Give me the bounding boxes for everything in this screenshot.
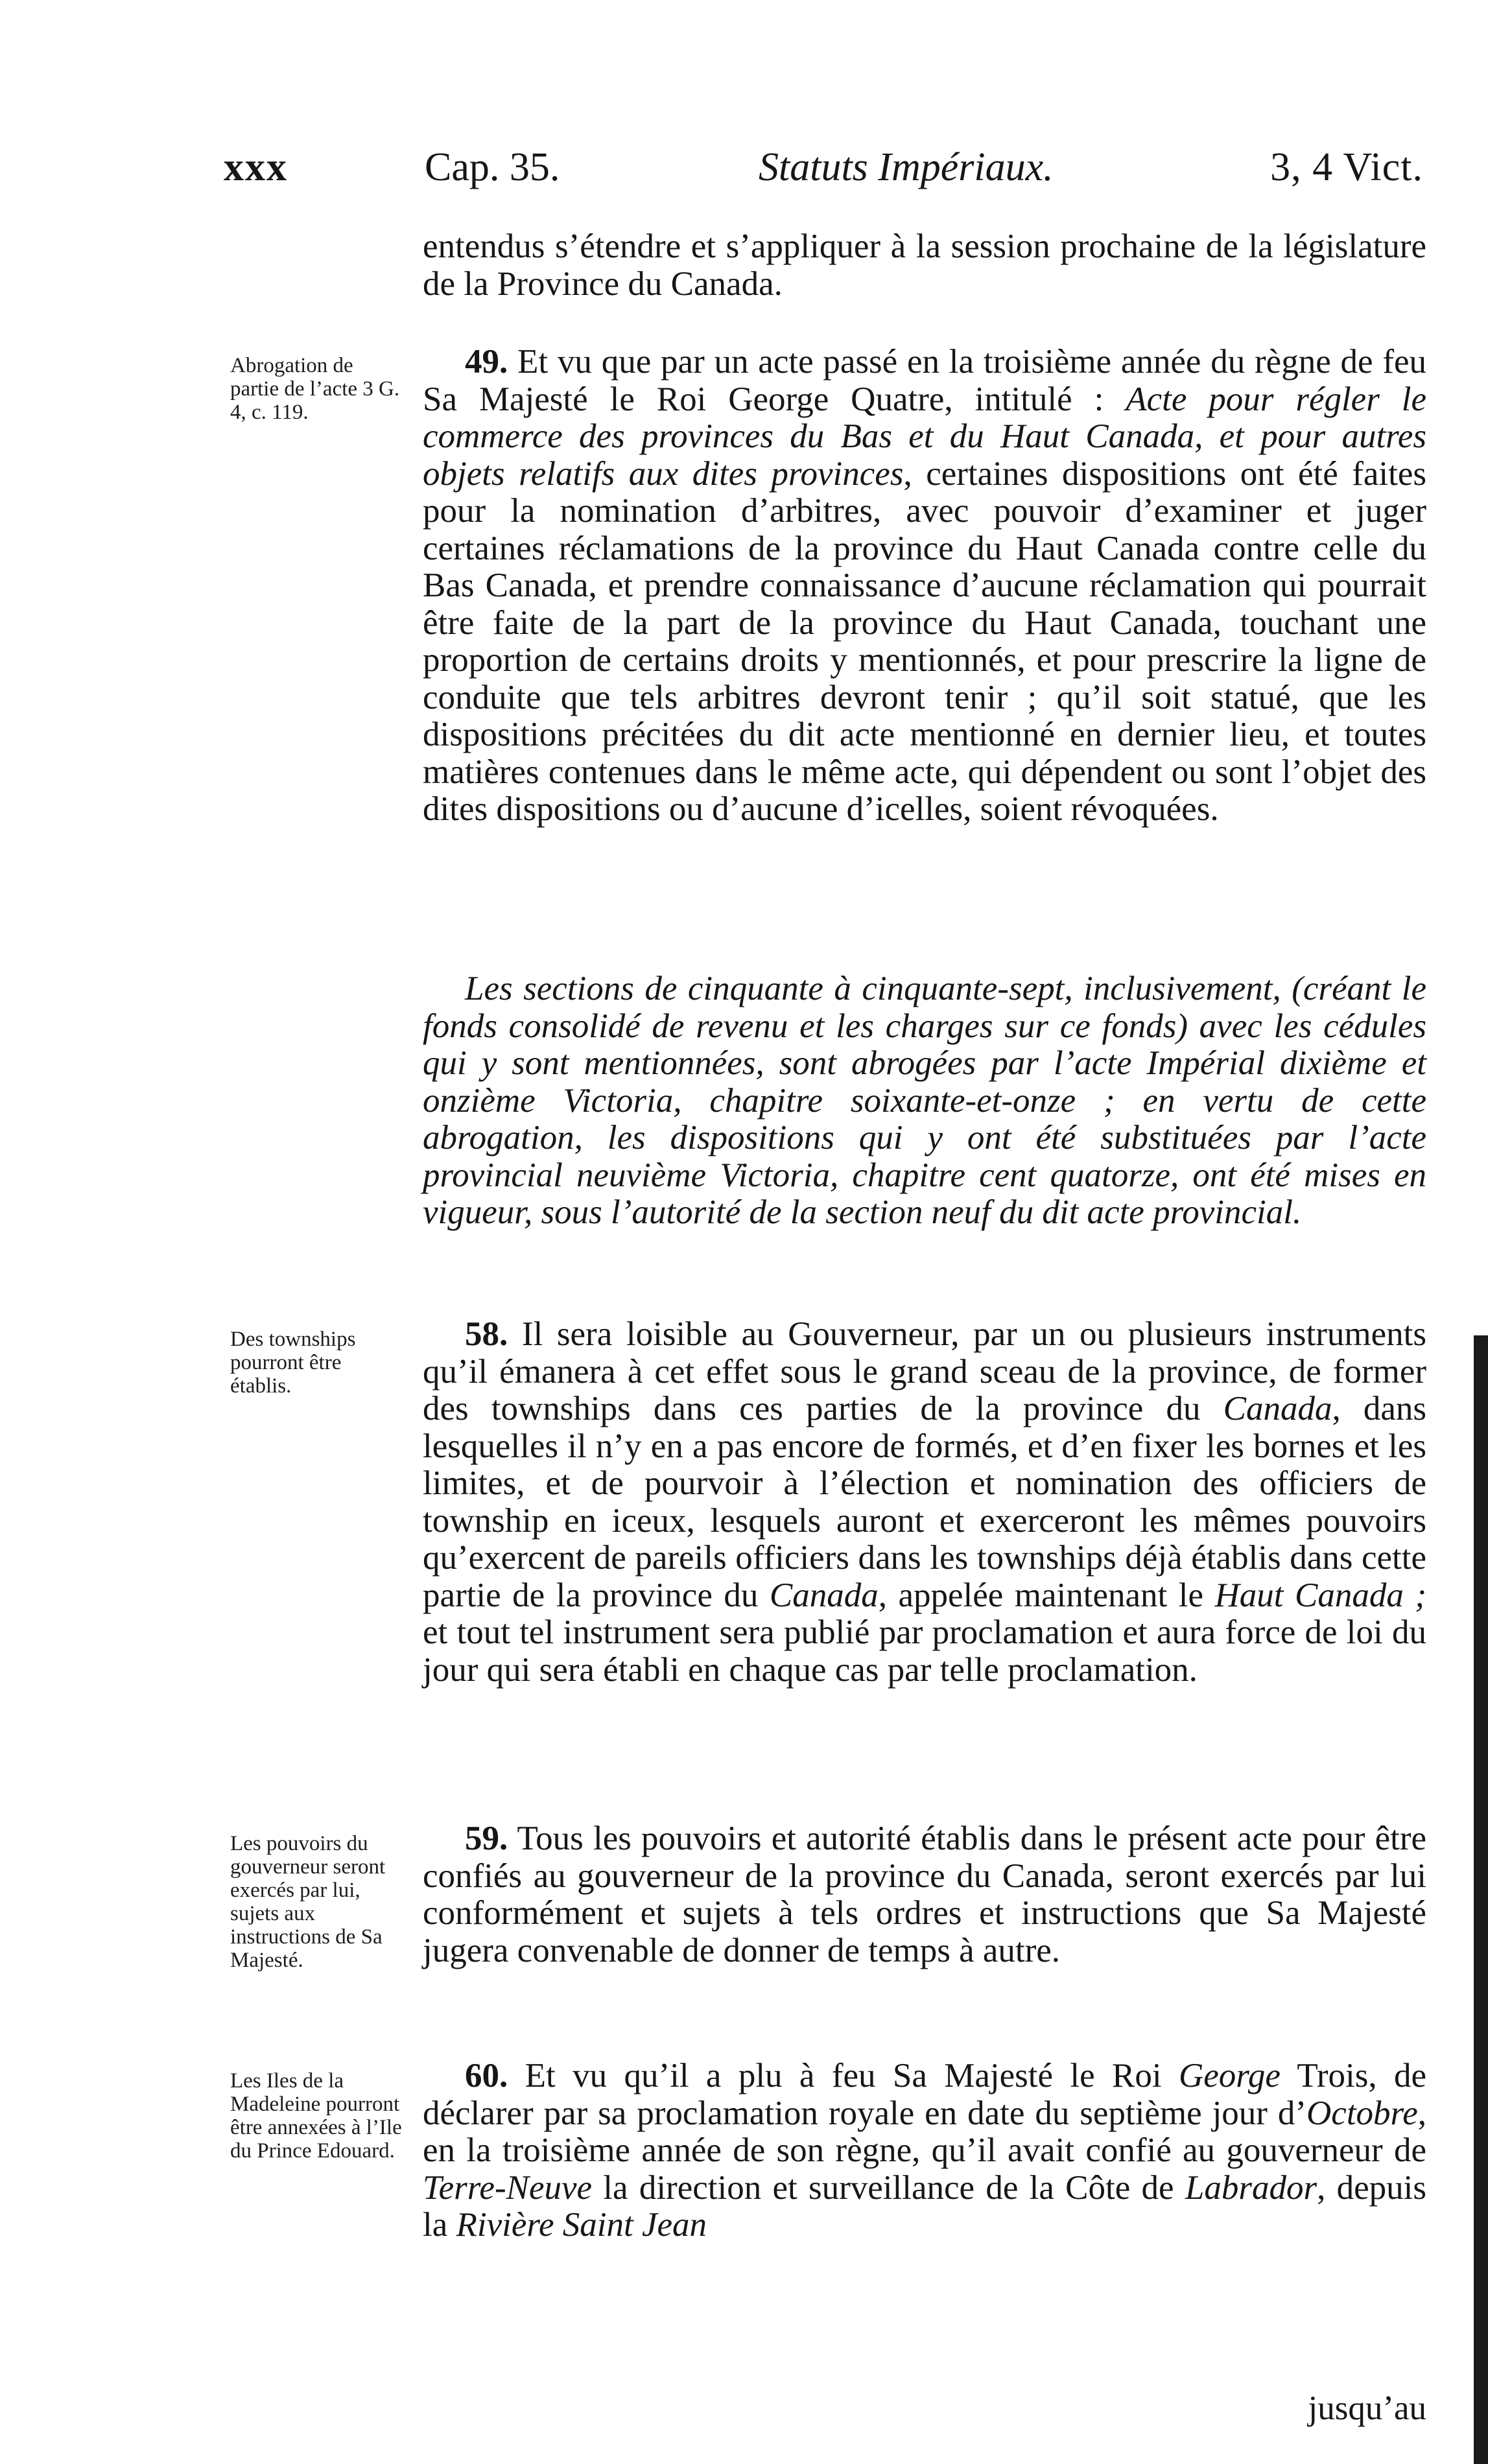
section-49-text xyxy=(423,344,1426,828)
page-edge-shadow xyxy=(1474,1335,1488,2464)
section-60-number: 60. xyxy=(465,2057,508,2094)
catchword: jusqu’au xyxy=(1308,2389,1426,2427)
editorial-note-text: Les sections de cinquante à cinquante-sept, inclusivement, (créant le fonds consolidé de revenu et les charges sur ce fonds) avec les cédules qui y sont mentionnées, sont abrogées par l’acte Impérial dixième et onzième Victoria, chapitre soixante-et-onze ; en vertu de cette abrogation, les dispositions qui y ont été substituées par l’acte provincial neuvième Victoria, chapitre cent quatorze, ont été mises en vigueur, sous l’autorité de la section neuf du dit acte provincial. xyxy=(423,970,1426,1231)
section-49-number: 49. xyxy=(465,343,508,381)
margin-note-60: Les Iles de la Madeleine pourront être annexées à l’Ile du Prince Edouard. xyxy=(230,2069,402,2163)
section-60-part2: Trois, de déclarer par sa proclamation royale en date du septième jour d’ xyxy=(423,2057,1427,2132)
opening-text: entendus s’étendre et s’appliquer à la session prochaine de la législature de la Province du Canada. xyxy=(423,228,1426,303)
section-49-act-title: Acte pour régler le commerce des provinces du Bas et du Haut Canada, et pour autres objets relatifs aux dites provinces xyxy=(423,380,1426,493)
section-58-number: 58. xyxy=(465,1315,508,1353)
section-58-part2: , dans lesquelles il n’y en a pas encore de formés, et d’en fixer les bornes et les limites, et de pourvoir à l’élection et nomination des officiers de township en iceux, lesquels auront et exerceront les mêmes pouvoirs qu’exercent de pareils officiers dans les townships déjà établis dans cette partie de la province du xyxy=(423,1390,1426,1614)
running-title: Statuts Impériaux. xyxy=(759,145,1054,189)
section-60-place3: Rivière Saint Jean xyxy=(456,2206,707,2244)
section-58-place3: Haut Canada ; xyxy=(1214,1576,1426,1614)
section-59-number: 59. xyxy=(465,1820,508,1857)
section-59 xyxy=(423,1820,1426,1969)
section-60-month: Octobre xyxy=(1306,2094,1418,2132)
section-60-part5: , depuis la xyxy=(423,2168,1426,2244)
section-58-place2: Canada xyxy=(769,1576,879,1614)
margin-note-49: Abrogation de partie de l’acte 3 G. 4, c. 119. xyxy=(230,354,400,424)
section-49 xyxy=(423,344,1426,828)
section-58-part3: , appelée maintenant le xyxy=(878,1576,1215,1614)
section-49-intro: Et vu que par un acte passé en la troisième année du règne de feu Sa Majesté le Roi George Quatre, intitulé : xyxy=(423,343,1426,418)
section-58-part1: Il sera loisible au Gouverneur, par un ou plusieurs instruments qu’il émanera à cet effet sous le grand sceau de la province, de former des townships dans ces parties de la province du xyxy=(423,1315,1426,1427)
section-60-place1: Terre-Neuve xyxy=(423,2168,593,2207)
section-49-body: , certaines dispositions ont été faites pour la nomination d’arbitres, avec pouvoir d’examiner et juger certaines réclamations de la province du Haut Canada contre celle du Bas Canada, et prendre connaissance d’aucune réclamation qui pourrait être faite de la part de la province du Haut Canada, touchant une proportion de certains droits y mentionnés, et pour prescrire la ligne de conduite que tels arbitres devront tenir ; qu’il soit statué, que les dispositions précitées du dit acte mentionné en dernier lieu, et toutes matières contenues dans le même acte, qui dépendent ou sont l’objet des dites dispositions ou d’aucune d’icelles, soient révoquées. xyxy=(423,454,1426,828)
section-58 xyxy=(423,1316,1426,1689)
editorial-note xyxy=(423,970,1426,1232)
margin-note-59: Les pouvoirs du gouverneur seront exercés par lui, sujets aux instructions de Sa Majesté. xyxy=(230,1832,386,1972)
section-60 xyxy=(423,2058,1426,2244)
section-58-place1: Canada xyxy=(1223,1390,1332,1427)
section-60-king: George xyxy=(1178,2057,1281,2094)
section-60-part3: , en la troisième année de son règne, qu’il avait confié au gouverneur de xyxy=(423,2094,1426,2169)
section-59-text xyxy=(423,1820,1426,1969)
page-number: xxx xyxy=(224,145,288,189)
section-60-part1: Et vu qu’il a plu à feu Sa Majesté le Roi xyxy=(508,2057,1179,2094)
section-60-part4: la direction et surveillance de la Côte de xyxy=(592,2168,1185,2207)
chapter-label: Cap. 35. xyxy=(425,145,560,189)
section-60-place2: Labrador xyxy=(1185,2168,1317,2207)
opening-paragraph xyxy=(423,228,1426,303)
regnal-year: 3, 4 Vict. xyxy=(1270,145,1423,189)
margin-note-58: Des townships pourront être établis. xyxy=(230,1328,356,1398)
section-59-body: Tous les pouvoirs et autorité établis dans le présent acte pour être confiés au gouverneur de la province du Canada, seront exercés par lui conformément et sujets à tels ordres et instructions que Sa Majesté jugera convenable de donner de temps à autre. xyxy=(423,1820,1426,1969)
section-58-part4: et tout tel instrument sera publié par proclamation et aura force de loi du jour qui sera établi en chaque cas par telle proclamation. xyxy=(423,1613,1426,1689)
section-58-text xyxy=(423,1316,1426,1689)
section-60-text xyxy=(423,2058,1426,2244)
